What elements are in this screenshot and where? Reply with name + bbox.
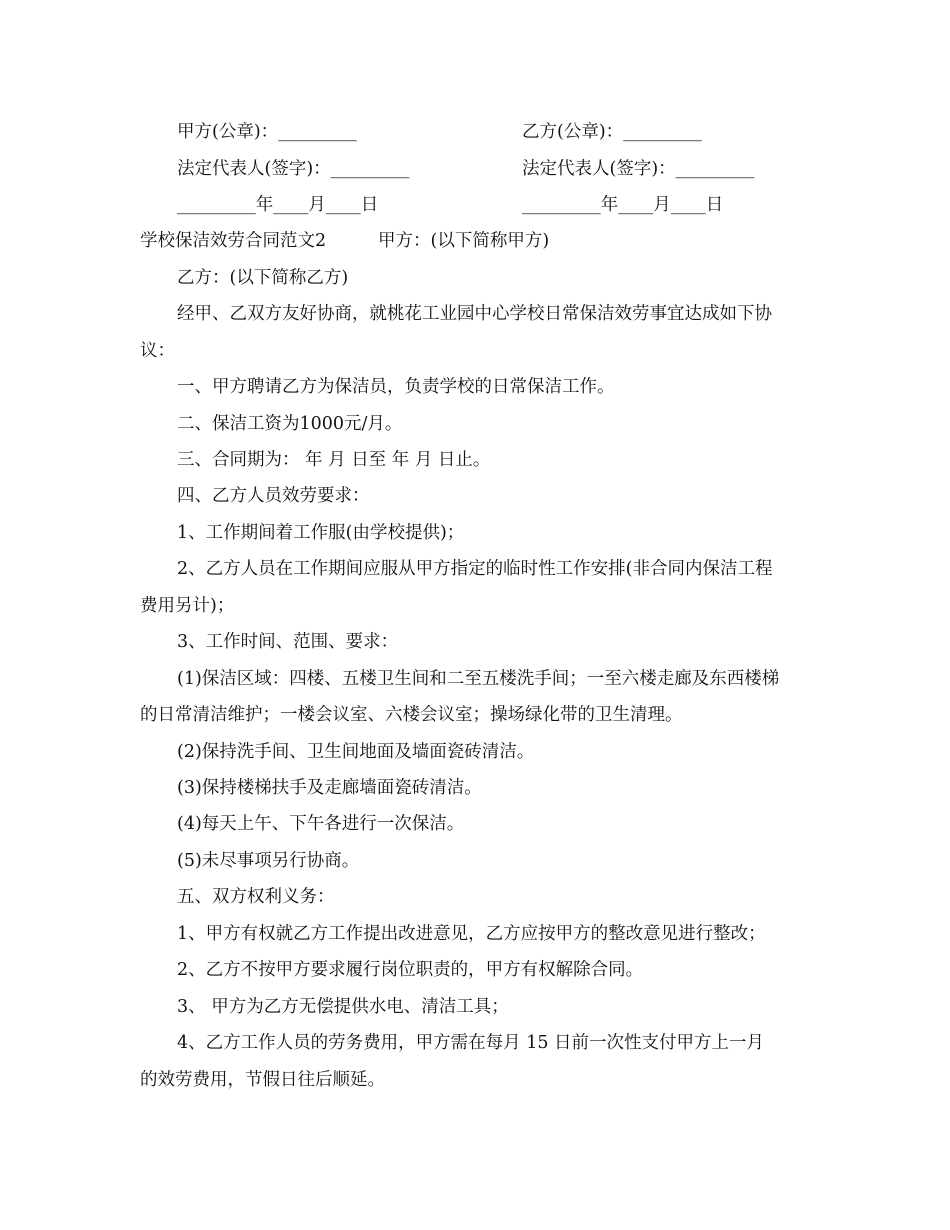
clause-5: 五、双方权利义务： <box>177 887 335 907</box>
clause-4-item-1: 1、工作期间着工作服(由学校提供)； <box>177 523 465 543</box>
party-a-representative: 法定代表人(签字)：_________ <box>177 159 410 179</box>
preamble-line-1: 经甲、乙双方友好协商，就桃花工业园中心学校日常保洁效劳事宜达成如下协 <box>177 304 772 324</box>
clause-5-item-3: 3、 甲方为乙方无偿提供水电、清洁工具； <box>177 997 509 1017</box>
requirement-2: (2)保持洗手间、卫生间地面及墙面瓷砖清洁。 <box>177 742 535 762</box>
clause-4-item-2-line-2: 费用另计)； <box>140 596 235 616</box>
party-b-seal: 乙方(公章)：_________ <box>522 122 702 142</box>
party-a-date: _________年____月____日 <box>177 195 379 215</box>
clause-5-item-2: 2、乙方不按甲方要求履行岗位职责的，甲方有权解除合同。 <box>177 960 644 980</box>
requirement-4: (4)每天上午、下午各进行一次保洁。 <box>177 814 465 834</box>
requirement-5: (5)未尽事项另行协商。 <box>177 851 360 871</box>
party-b-date: _________年____月____日 <box>522 195 724 215</box>
party-a-seal: 甲方(公章)：_________ <box>177 122 357 142</box>
party-b-definition: 乙方：(以下简称乙方) <box>177 268 349 288</box>
clause-4-item-3: 3、工作时间、范围、要求： <box>177 632 399 652</box>
clause-3: 三、合同期为： 年 月 日至 年 月 日止。 <box>177 450 491 470</box>
cleaning-area-line-2: 的日常清洁维护；一楼会议室、六楼会议室；操场绿化带的卫生清理。 <box>140 705 683 725</box>
requirement-3: (3)保持楼梯扶手及走廊墙面瓷砖清洁。 <box>177 778 482 798</box>
clause-2: 二、保洁工资为1000元/月。 <box>177 414 403 434</box>
cleaning-area-line-1: (1)保洁区域：四楼、五楼卫生间和二至五楼洗手间；一至六楼走廊及东西楼梯 <box>177 669 780 689</box>
party-a-definition: 甲方：(以下简称甲方) <box>378 231 550 251</box>
clause-5-item-4-line-1: 4、乙方工作人员的劳务费用，甲方需在每月 15 日前一次性支付甲方上一月 <box>177 1033 765 1053</box>
clause-5-item-1: 1、甲方有权就乙方工作提出改进意见，乙方应按甲方的整改意见进行整改； <box>177 924 766 944</box>
party-b-representative: 法定代表人(签字)：_________ <box>522 159 755 179</box>
clause-1: 一、甲方聘请乙方为保洁员，负责学校的日常保洁工作。 <box>177 377 615 397</box>
contract-title: 学校保洁效劳合同范文2 <box>140 231 327 251</box>
clause-5-item-4-line-2: 的效劳费用，节假日往后顺延。 <box>140 1070 385 1090</box>
preamble-line-2: 议： <box>140 341 175 361</box>
clause-4-item-2-line-1: 2、乙方人员在工作期间应服从甲方指定的临时性工作安排(非合同内保洁工程 <box>177 559 773 579</box>
clause-4: 四、乙方人员效劳要求： <box>177 486 370 506</box>
